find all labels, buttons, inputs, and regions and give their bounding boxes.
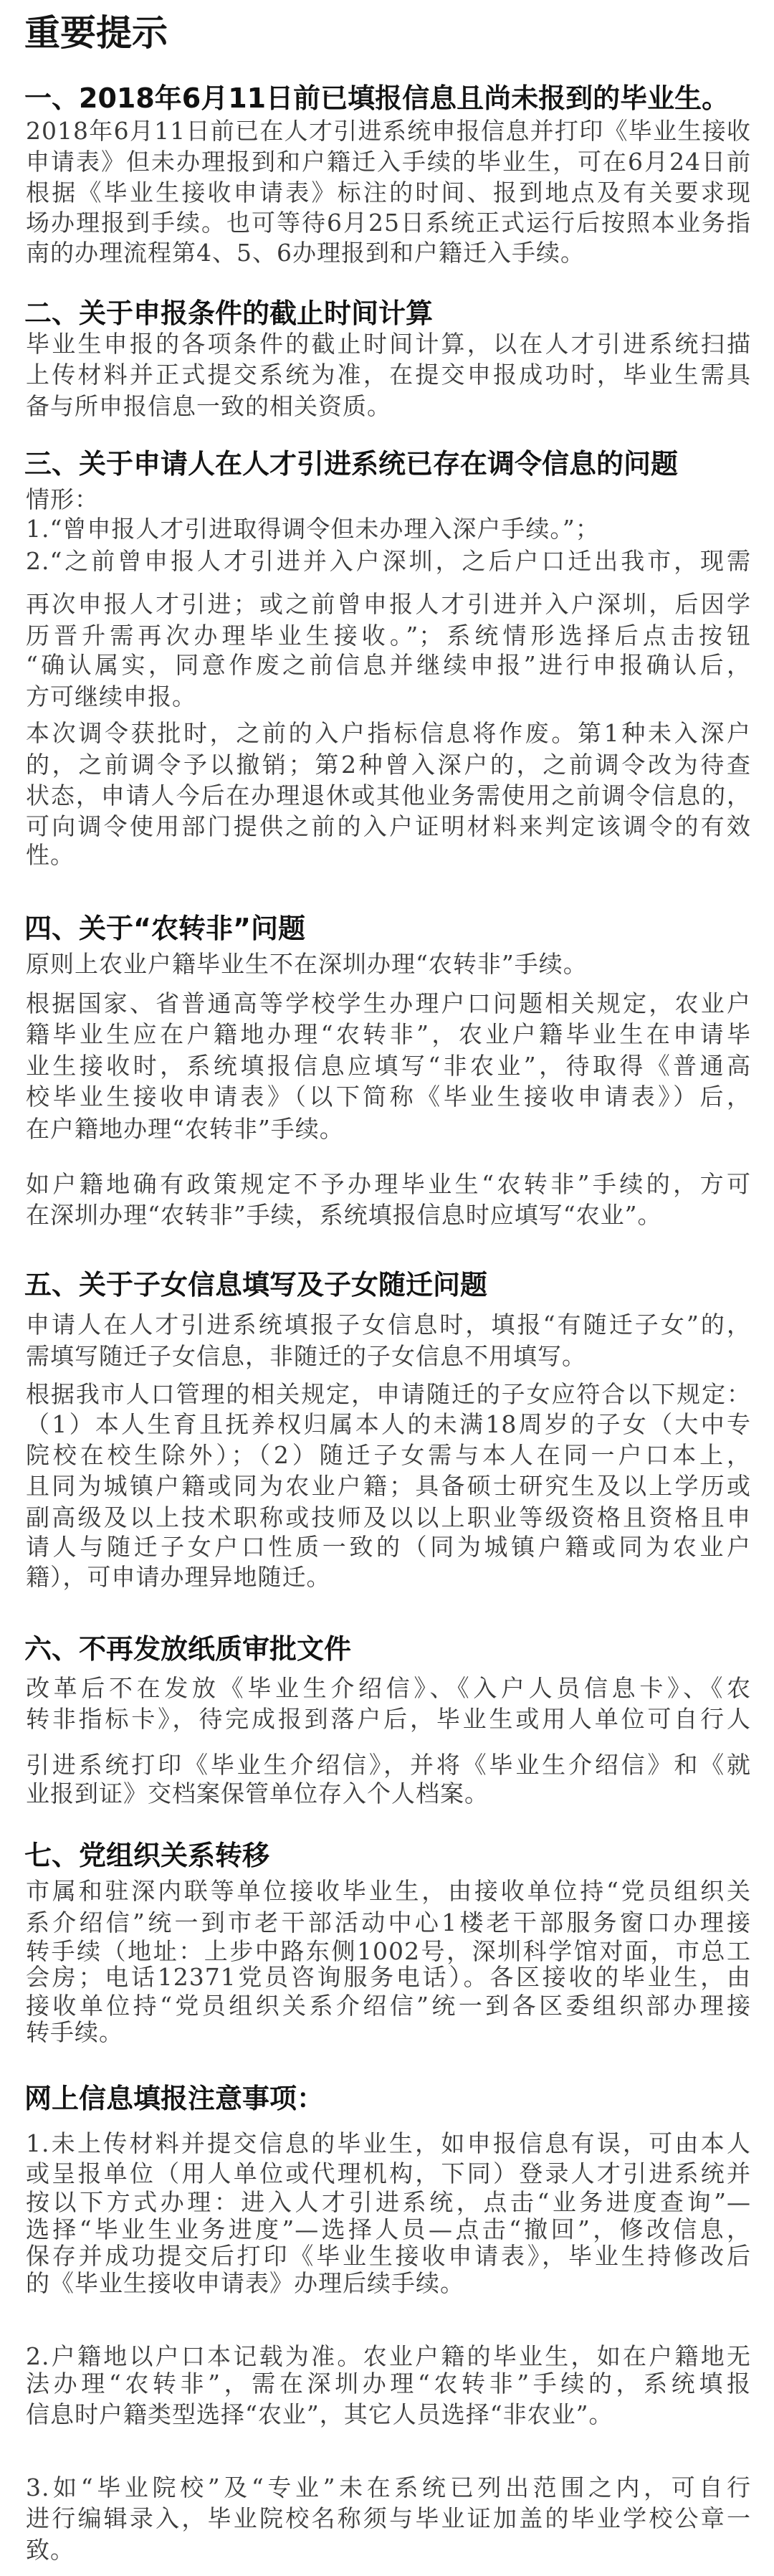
section-heading: 六、不再发放纸质审批文件: [24, 1633, 352, 1665]
paragraph-line: 申请人在人才引进系统填报子女信息时，填报“有随迁子女”的，: [26, 1311, 751, 1339]
paragraph-line: 2.“之前曾申报人才引进并入户深圳，之后户口迁出我市，现需: [26, 547, 751, 575]
paragraph-line: 籍毕业生应在户籍地办理“农转非”，农业户籍毕业生在申请毕: [26, 1020, 751, 1048]
paragraph-line: 再次申报人才引进；或之前曾申报人才引进并入户深圳，后因学: [26, 590, 751, 618]
paragraph-line: 转手续（地址：上步中路东侧1002号，深圳科学馆对面，市总工: [26, 1937, 751, 1965]
section-heading: 一、2018年6月11日前已填报信息且尚未报到的毕业生。: [24, 82, 730, 114]
paragraph-line: 根据《毕业生接收申请表》标注的时间、报到地点及有关要求现: [26, 179, 751, 206]
section-heading: 七、党组织关系转移: [24, 1840, 270, 1871]
paragraph-line: 毕业生申报的各项条件的截止时间计算，以在人才引进系统扫描: [26, 330, 751, 358]
paragraph-line: 且同为城镇户籍或同为农业户籍；具备硕士研究生及以上学历或: [26, 1472, 751, 1500]
paragraph-line: 如户籍地确有政策规定不予办理毕业生“农转非”手续的，方可: [26, 1170, 751, 1198]
paragraph-line: 在户籍地办理“农转非”手续。: [26, 1115, 344, 1143]
paragraph-line: 校毕业生接收申请表》（以下简称《毕业生接收申请表》）后，: [26, 1083, 751, 1111]
page-title: 重要提示: [24, 12, 168, 54]
paragraph-line: 场办理报到手续。也可等待6月25日系统正式运行后按照本业务指: [26, 209, 751, 237]
paragraph-line: 根据我市人口管理的相关规定，申请随迁的子女应符合以下规定：: [26, 1380, 751, 1408]
paragraph-line: 院校在校生除外）；（2）随迁子女需与本人在同一户口本上，: [26, 1441, 751, 1469]
paragraph-line: 情形：: [26, 485, 99, 513]
paragraph-line: 在深圳办理“农转非”手续，系统填报信息时应填写“农业”。: [26, 1201, 662, 1229]
section-heading: 二、关于申报条件的截止时间计算: [24, 298, 434, 329]
paragraph-line: 业报到证》交档案保管单位存入个人档案。: [26, 1779, 489, 1807]
paragraph-line: 按以下方式办理：进入人才引进系统，点击“业务进度查询”—: [26, 2188, 751, 2216]
paragraph-line: 引进系统打印《毕业生介绍信》，并将《毕业生介绍信》和《就: [26, 1751, 751, 1779]
paragraph-line: 方可继续申报。: [26, 683, 196, 710]
paragraph-line: 历晋升需再次办理毕业生接收。”；系统情形选择后点击按钮: [26, 622, 751, 650]
paragraph-line: 备与所申报信息一致的相关资质。: [26, 392, 391, 420]
paragraph-line: 南的办理流程第4、5、6办理报到和户籍迁入手续。: [26, 239, 585, 267]
paragraph-line: 业生接收时，系统填报信息应填写“非农业”，待取得《普通高: [26, 1052, 751, 1080]
paragraph-line: 市属和驻深内联等单位接收毕业生，由接收单位持“党员组织关: [26, 1877, 751, 1905]
paragraph-line: 的，之前调令予以撤销；第2种曾入深户的，之前调令改为待查: [26, 751, 751, 779]
paragraph-line: 3.如“毕业院校”及“专业”未在系统已列出范围之内，可自行: [26, 2473, 751, 2501]
paragraph-line: 法办理“农转非”，需在深圳办理“农转非”手续的，系统填报: [26, 2370, 751, 2397]
paragraph-line: 转手续。: [26, 2018, 123, 2046]
paragraph-line: 上传材料并正式提交系统为准，在提交申报成功时，毕业生需具: [26, 361, 751, 389]
paragraph-line: （1）本人生育且抚养权归属本人的未满18周岁的子女（大中专: [26, 1410, 751, 1438]
paragraph-line: 状态，申请人今后在办理退休或其他业务需使用之前调令信息的，: [26, 781, 751, 809]
paragraph-line: 请人与随迁子女户口性质一致的（同为城镇户籍或同为农业户: [26, 1533, 751, 1561]
paragraph-line: 选择“毕业生业务进度”—选择人员—点击“撤回”，修改信息，: [26, 2215, 751, 2243]
paragraph-line: 转非指标卡》，待完成报到落户后，毕业生或用人单位可自行人: [26, 1705, 751, 1733]
paragraph-line: 2.户籍地以户口本记载为准。农业户籍的毕业生，如在户籍地无: [26, 2342, 751, 2370]
paragraph-line: 或呈报单位（用人单位或代理机构，下同）登录人才引进系统并: [26, 2159, 751, 2187]
paragraph-line: 可向调令使用部门提供之前的入户证明材料来判定该调令的有效: [26, 812, 751, 840]
paragraph-line: 性。: [26, 841, 75, 869]
paragraph-line: 系介绍信”统一到市老干部活动中心1楼老干部服务窗口办理接: [26, 1909, 751, 1936]
paragraph-line: 副高级及以上技术职称或技师及以以上职业等级资格且资格且申: [26, 1503, 751, 1531]
section-heading: 五、关于子女信息填写及子女随迁问题: [24, 1269, 488, 1301]
paragraph-line: 根据国家、省普通高等学校学生办理户口问题相关规定，农业户: [26, 989, 751, 1017]
paragraph-line: 2018年6月11日前已在人才引进系统申报信息并打印《毕业生接收: [26, 117, 751, 145]
paragraph-line: “确认属实，同意作废之前信息并继续申报”进行申报确认后，: [26, 651, 751, 679]
paragraph-line: 会房；电话12371党员咨询服务电话）。各区接收的毕业生，由: [26, 1963, 751, 1991]
paragraph-line: 进行编辑录入，毕业院校名称须与毕业证加盖的毕业学校公章一: [26, 2504, 751, 2532]
paragraph-line: 1.“曾申报人才引进取得调令但未办理入深户手续。”；: [26, 515, 600, 543]
paragraph-line: 本次调令获批时，之前的入户指标信息将作废。第1种未入深户: [26, 719, 751, 747]
paragraph-line: 信息时户籍类型选择“农业”，其它人员选择“非农业”。: [26, 2400, 613, 2428]
paragraph-line: 改革后不在发放《毕业生介绍信》、《入户人员信息卡》、《农: [26, 1674, 751, 1702]
paragraph-line: 保存并成功提交后打印《毕业生接收申请表》，毕业生持修改后: [26, 2242, 751, 2270]
section-heading: 网上信息填报注意事项：: [24, 2083, 325, 2114]
section-heading: 四、关于“农转非”问题: [24, 913, 305, 944]
paragraph-line: 的《毕业生接收申请表》办理后续手续。: [26, 2269, 464, 2297]
paragraph-line: 申请表》但未办理报到和户籍迁入手续的毕业生，可在6月24日前: [26, 148, 751, 176]
paragraph-line: 原则上农业户籍毕业生不在深圳办理“农转非”手续。: [26, 950, 588, 978]
paragraph-line: 1.未上传材料并提交信息的毕业生，如申报信息有误，可由本人: [26, 2129, 751, 2157]
paragraph-line: 需填写随迁子女信息，非随迁的子女信息不用填写。: [26, 1342, 586, 1370]
section-heading: 三、关于申请人在人才引进系统已存在调令信息的问题: [24, 448, 679, 480]
paragraph-line: 籍），可申请办理异地随迁。: [26, 1563, 331, 1591]
paragraph-line: 接收单位持“党员组织关系介绍信”统一到各区委组织部办理接: [26, 1992, 751, 2020]
paragraph-line: 致。: [26, 2536, 75, 2564]
